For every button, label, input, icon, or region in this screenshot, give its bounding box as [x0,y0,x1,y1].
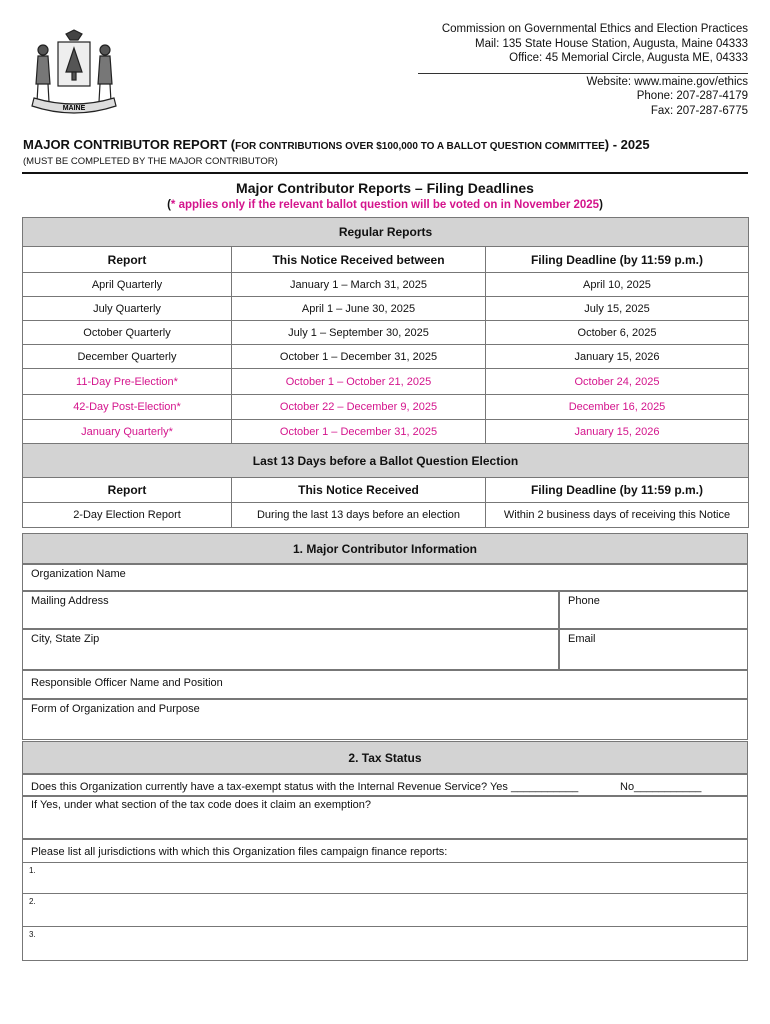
table-cell: December Quarterly [23,345,232,369]
deadlines-title: Major Contributor Reports – Filing Deadlines [236,180,534,196]
table-cell: October 1 – December 31, 2025 [232,345,486,369]
form-title [23,137,650,152]
note-close-paren: ) [599,199,603,211]
column-header: This Notice Received [232,478,486,503]
table-cell: Within 2 business days of receiving this Notice [486,503,749,528]
commission-contact-block [418,22,748,118]
phone-line: Phone: 207-287-4179 [636,90,748,102]
table-cell: July Quarterly [23,297,232,321]
responsible-officer-label: Responsible Officer Name and Position [31,677,223,689]
mailing-address-label: Mailing Address [31,595,109,607]
tax-exempt-no-option[interactable]: No___________ [620,781,702,793]
city-state-zip-label: City, State Zip [31,633,100,645]
fax-line: Fax: 207-287-6775 [650,104,748,117]
maine-state-seal [28,28,120,118]
last-13-days-band: Last 13 Days before a Ballot Question Election [23,444,749,478]
starred-cell: January 15, 2026 [486,420,749,444]
regular-reports-band: Regular Reports [23,218,749,247]
phone-label: Phone [568,595,600,607]
column-header: Report [23,247,232,273]
table-cell: October 6, 2025 [486,321,749,345]
table-cell: During the last 13 days before an election [232,503,486,528]
email-label: Email [568,633,596,645]
contact-line: Mail: 135 State House Station, Augusta, Maine 04333 [475,37,748,50]
table-cell: July 15, 2025 [486,297,749,321]
form-of-organization-label: Form of Organization and Purpose [31,703,200,715]
deadlines-note [22,199,748,217]
table-cell: July 1 – September 30, 2025 [232,321,486,345]
jurisdictions-label: Please list all jurisdictions with which this Organization files campaign finance reports: [31,846,448,858]
form-title-year: ) - 2025 [604,137,650,152]
starred-cell: January Quarterly* [23,420,232,444]
table-cell: January 15, 2026 [486,345,749,369]
major-contributor-info-section [22,533,748,740]
tax-code-section-field[interactable] [22,796,748,839]
table-cell: 2-Day Election Report [23,503,232,528]
starred-cell: 11-Day Pre-Election* [23,369,232,395]
note-open-paren: ( [167,199,171,211]
table-cell: October Quarterly [23,321,232,345]
tax-code-section-label: If Yes, under what section of the tax code does it claim an exemption? [31,799,371,811]
jurisdictions-prompt [22,839,748,862]
regular-reports-table [22,217,749,528]
column-header: Filing Deadline (by 11:59 p.m.) [486,247,749,273]
table-cell: January 1 – March 31, 2025 [232,273,486,297]
starred-cell: 42-Day Post-Election* [23,395,232,420]
tax-exempt-question [22,774,748,796]
phone-field[interactable] [559,591,748,629]
seal-banner-text: MAINE [62,105,86,112]
form-title-qualifier: FOR CONTRIBUTIONS OVER $100,000 TO A BALLOT QUESTION COMMITTEE [235,141,605,152]
form-of-organization-field[interactable] [22,699,748,740]
starred-cell: October 22 – December 9, 2025 [232,395,486,420]
email-field[interactable] [559,629,748,670]
note-text: * applies only if the relevant ballot question will be voted on in November 2025 [170,199,600,211]
contact-divider [418,68,748,74]
jurisdiction-number: 3. [29,930,36,939]
form-title-main: MAJOR CONTRIBUTOR REPORT ( [23,137,236,152]
organization-name-label: Organization Name [31,568,126,580]
jurisdiction-number: 1. [29,866,36,875]
contact-line: Commission on Governmental Ethics and Election Practices [441,23,748,35]
responsible-officer-field[interactable] [22,670,748,699]
column-header: Filing Deadline (by 11:59 p.m.) [486,478,749,503]
form-subtitle: (MUST BE COMPLETED BY THE MAJOR CONTRIBUTOR) [23,156,278,167]
jurisdiction-line-1[interactable] [22,862,748,894]
column-header: This Notice Received between [232,247,486,273]
section1-title: 1. Major Contributor Information [22,533,748,564]
section2-title: 2. Tax Status [22,741,748,774]
jurisdiction-line-2[interactable] [22,894,748,927]
table-cell: April Quarterly [23,273,232,297]
column-header: Report [23,478,232,503]
starred-cell: December 16, 2025 [486,395,749,420]
jurisdiction-number: 2. [29,897,36,906]
starred-cell: October 1 – October 21, 2025 [232,369,486,395]
tax-status-section [22,741,748,961]
mailing-address-field[interactable] [22,591,559,629]
deadlines-section [22,172,748,528]
organization-name-field[interactable] [22,564,748,591]
starred-cell: October 1 – December 31, 2025 [232,420,486,444]
website-line: Website: www.maine.gov/ethics [586,75,748,88]
jurisdiction-line-3[interactable] [22,927,748,961]
tax-exempt-question-text: Does this Organization currently have a tax-exempt status with the Internal Revenue Service? Yes ___________ [31,781,579,793]
contact-line: Office: 45 Memorial Circle, Augusta ME, 04333 [509,52,748,64]
city-state-zip-field[interactable] [22,629,559,670]
table-cell: April 1 – June 30, 2025 [232,297,486,321]
starred-cell: October 24, 2025 [486,369,749,395]
table-cell: April 10, 2025 [486,273,749,297]
